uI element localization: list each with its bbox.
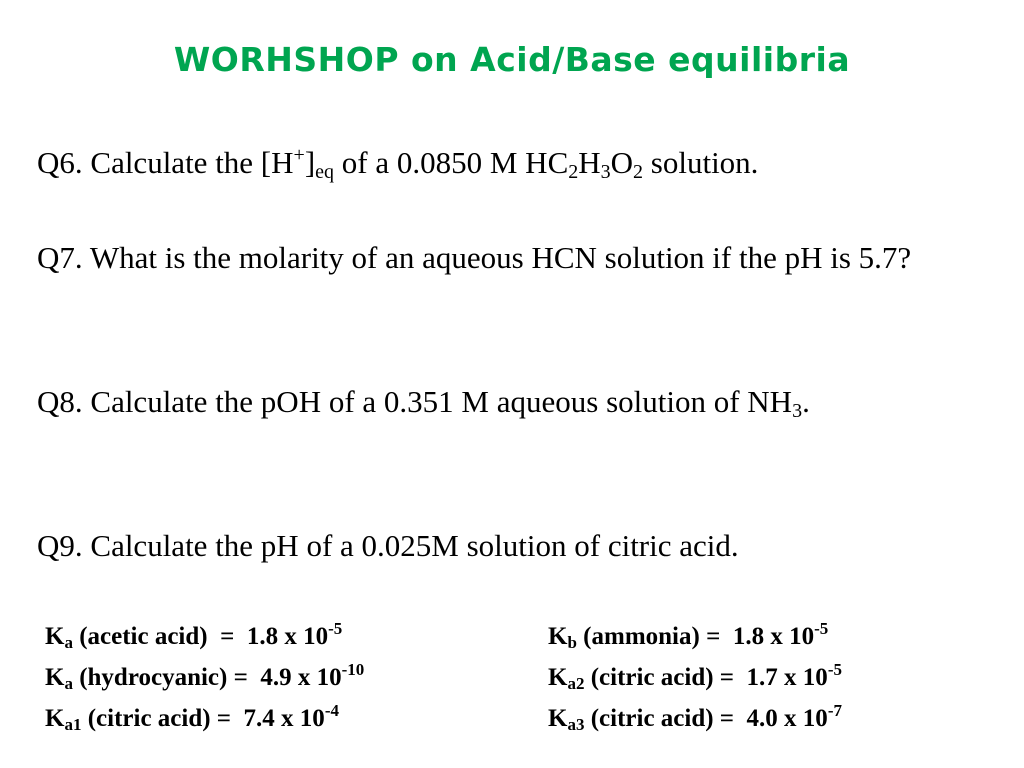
constant-exponent: -4 [324,701,339,720]
constants-right-column [548,616,842,739]
constant-label: (ammonia) = 1.8 x 10 [576,623,815,650]
question-q6 [37,139,997,187]
constant-ka-acetic [45,616,364,657]
question-q9: Q9. Calculate the pH of a 0.025M solution of citric acid. [37,528,739,563]
constant-symbol: K [45,623,65,650]
constant-symbol: K [45,705,65,732]
constant-symbol: K [548,664,568,691]
q6-bracket: ] [304,145,316,180]
constant-exponent: -5 [328,619,343,638]
constant-kb-ammonia [548,616,842,657]
q6-suffix: solution. [643,145,759,180]
constant-subscript: b [567,633,577,652]
constant-subscript: a [64,633,73,652]
question-q7: Q7. What is the molarity of an aqueous HCN solution if the pH is 5.7? [37,240,912,275]
q8-prefix: Q8. Calculate the pOH of a 0.351 M aqueous solution of NH [37,384,793,419]
q8-suffix: . [802,384,810,419]
constant-label: (citric acid) = 4.0 x 10 [584,705,828,732]
q6-charge: + [293,144,305,166]
q6-sub2: 3 [600,161,611,183]
constant-label: (acetic acid) = 1.8 x 10 [72,623,329,650]
q6-h: H [578,145,601,180]
constant-ka3-citric [548,698,842,739]
constant-exponent: -5 [827,660,842,679]
constant-subscript: a1 [64,715,82,734]
q6-o: O [610,145,634,180]
constant-ka1-citric [45,698,364,739]
constant-subscript: a3 [567,715,585,734]
q6-eq-subscript: eq [315,161,335,183]
constant-exponent: -5 [814,619,829,638]
constant-subscript: a [64,674,73,693]
q6-prefix: Q6. Calculate the [H [37,145,294,180]
constant-symbol: K [548,705,568,732]
q6-middle: of a 0.0850 M HC [334,145,569,180]
constants-left-column [45,616,364,739]
constant-ka2-citric [548,657,842,698]
constant-subscript: a2 [567,674,585,693]
constant-exponent: -7 [827,701,842,720]
slide-title: WORHSHOP on Acid/Base equilibria [173,40,851,79]
constant-label: (citric acid) = 1.7 x 10 [584,664,828,691]
constant-exponent: -10 [341,660,365,679]
q8-sub: 3 [792,400,803,422]
constant-ka-hydrocyanic [45,657,364,698]
constant-label: (citric acid) = 7.4 x 10 [81,705,325,732]
q6-sub1: 2 [568,161,579,183]
constant-label: (hydrocyanic) = 4.9 x 10 [72,664,342,691]
constant-symbol: K [45,664,65,691]
constant-symbol: K [548,623,568,650]
question-q8 [37,378,997,426]
q6-sub3: 2 [633,161,644,183]
